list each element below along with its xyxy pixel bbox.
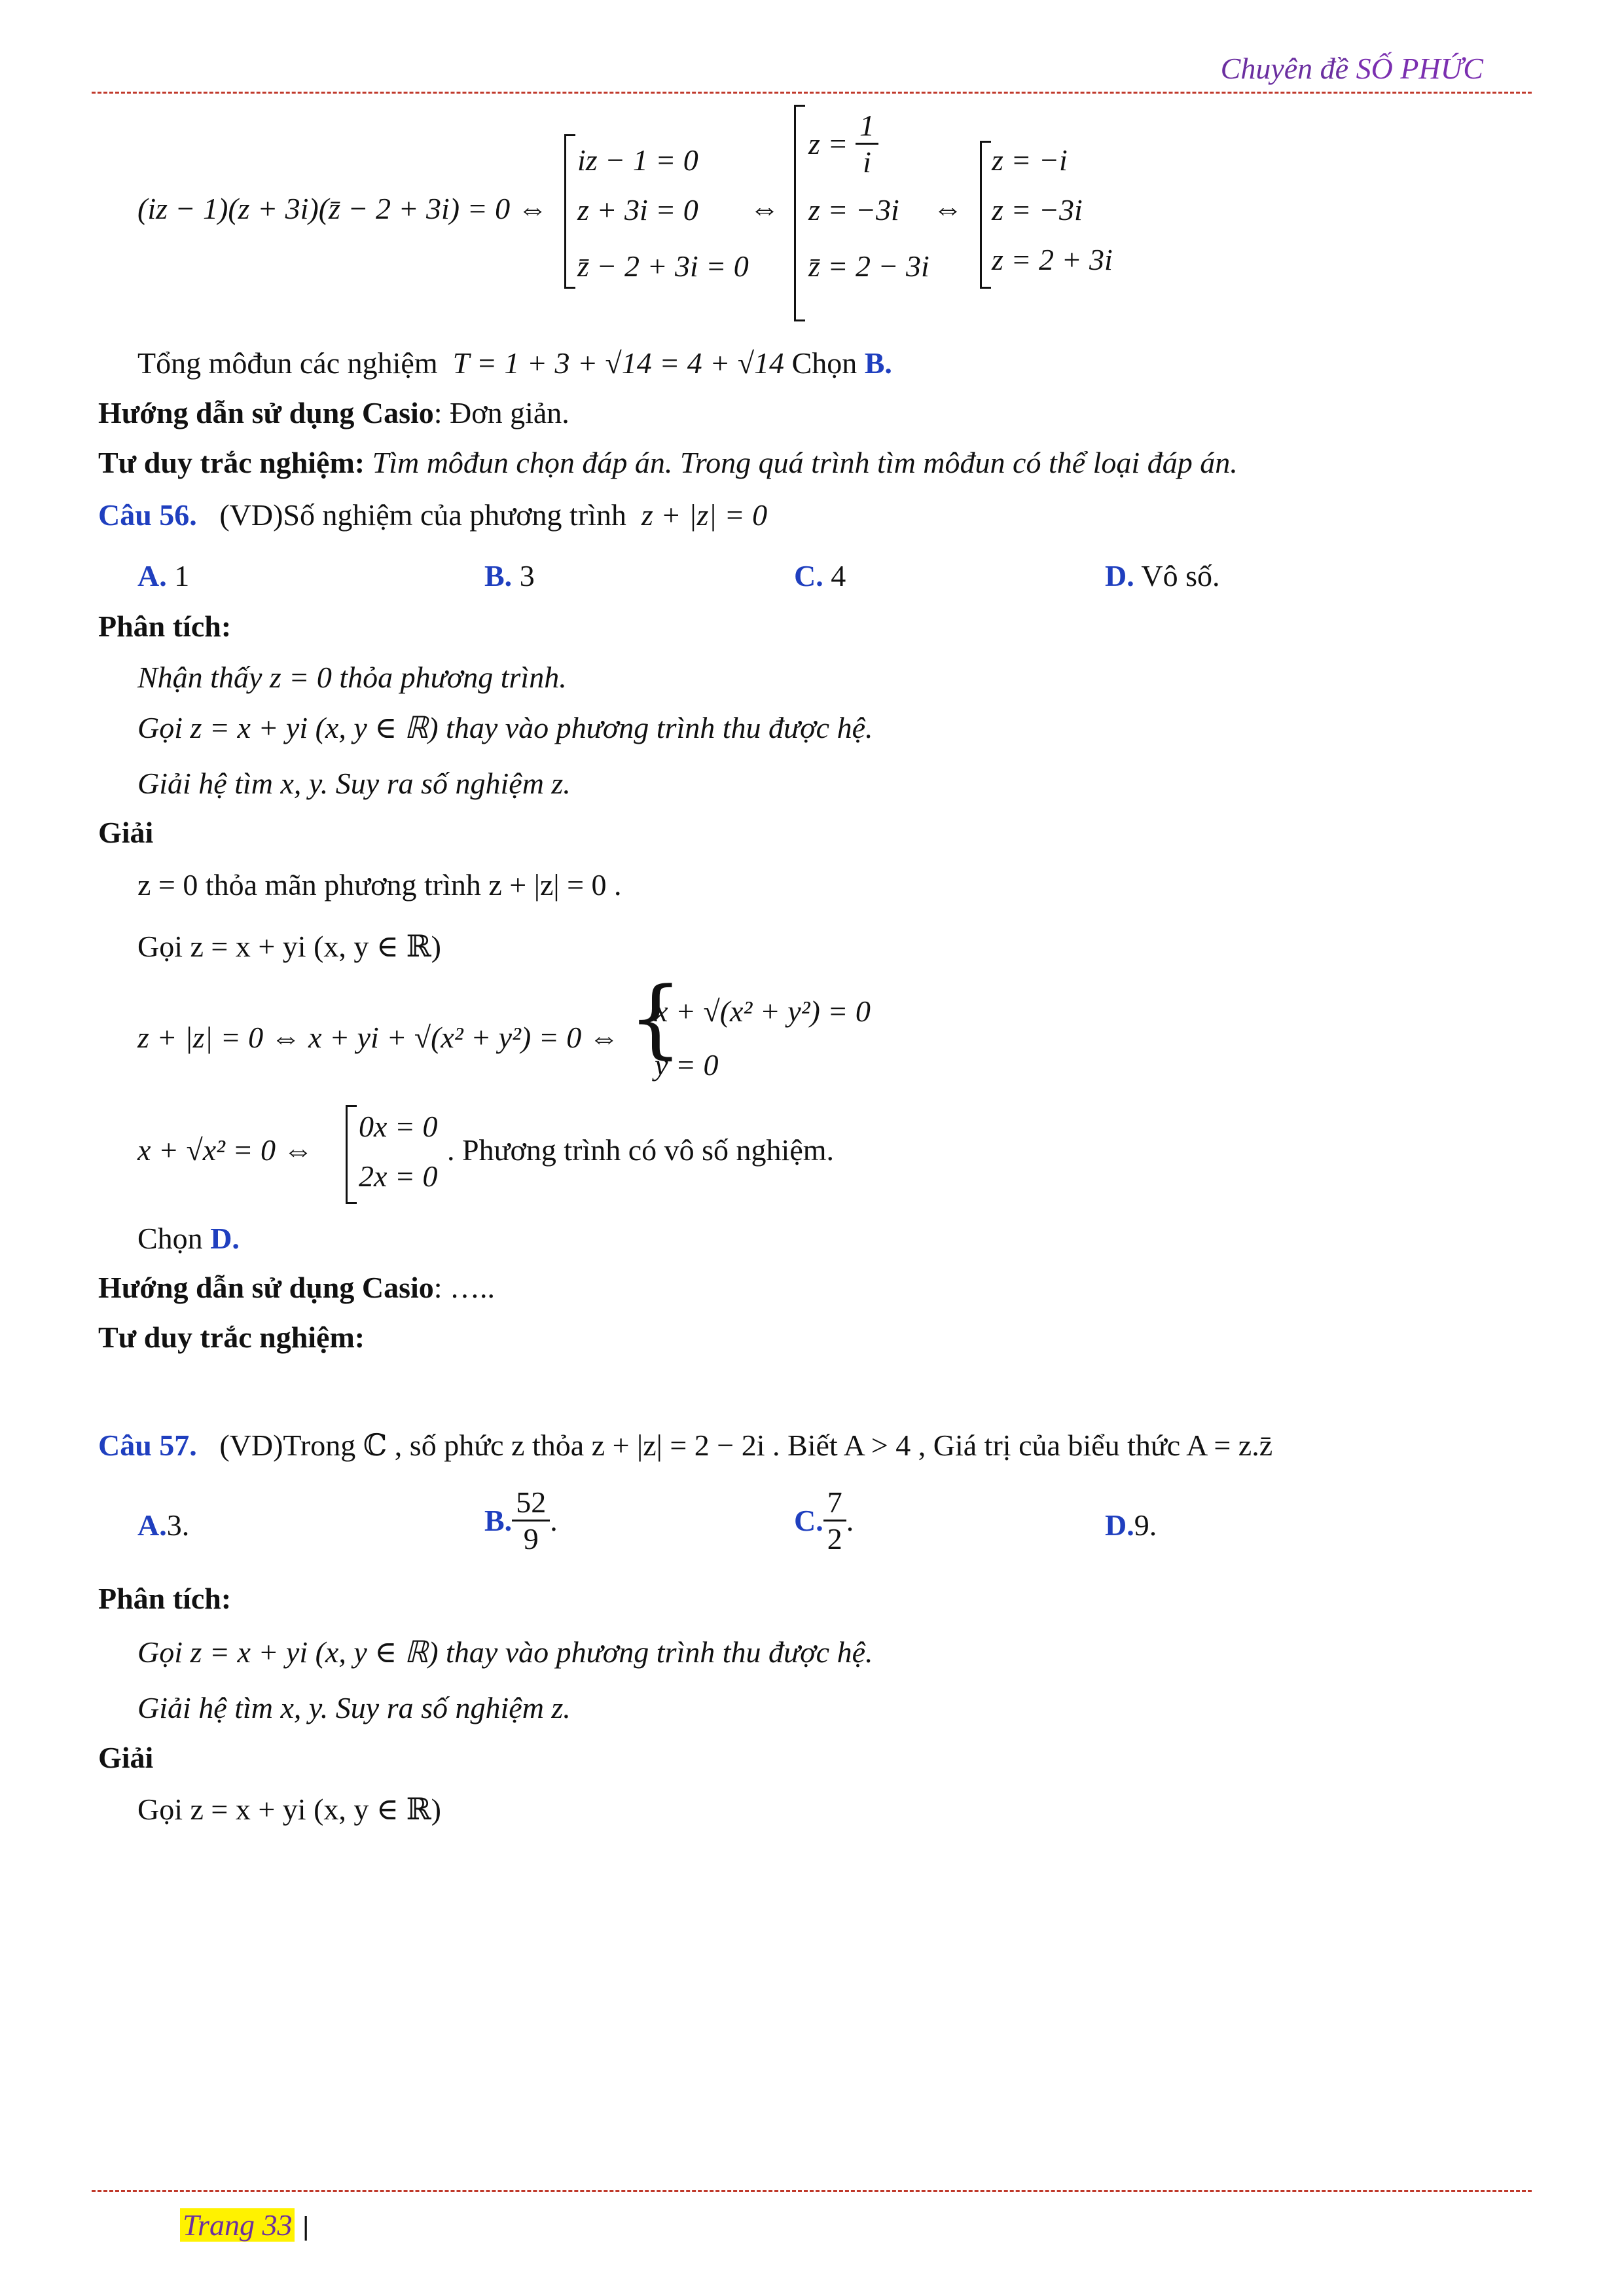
question-57-text: (VD)Trong ℂ , số phức z thỏa z + |z| = 2 − 2i . Biết A > 4 , Giá trị của biểu thức A = z.z̄ (219, 1429, 1273, 1462)
fraction-numerator: 1 (856, 108, 878, 145)
casio-guide-1-label: Hướng dẫn sử dụng Casio (98, 396, 434, 429)
iff-symbol-1: ⇔ (749, 192, 780, 225)
q56-option-c-value: 4 (831, 559, 846, 592)
quiz-thinking-1-label: Tư duy trắc nghiệm: (98, 446, 365, 479)
quiz-thinking-1-value: Tìm môđun chọn đáp án. Trong quá trình tìm môđun có thể loại đáp án. (372, 446, 1238, 479)
sum-line-text: Tổng môđun các nghiệm (137, 346, 438, 380)
q57-option-d-key: D. (1105, 1508, 1134, 1542)
q56-solution-line-4-rhs: . Phương trình có vô số nghiệm. (447, 1133, 835, 1167)
sum-line-answer: B. (864, 346, 892, 380)
q57-option-a-key: A. (137, 1508, 167, 1542)
q56-option-a[interactable] (137, 558, 189, 593)
casio-guide-2-label: Hướng dẫn sử dụng Casio (98, 1271, 434, 1304)
q56-option-b[interactable] (484, 558, 535, 593)
q57-option-c-fraction (823, 1485, 846, 1556)
q56-option-b-key: B. (484, 559, 513, 592)
q56-system-2-line-1: 0x = 0 (359, 1110, 438, 1143)
system-1-line-2: z + 3i = 0 (577, 193, 698, 227)
q56-option-c-key: C. (794, 559, 823, 592)
q57-option-b-numerator: 52 (512, 1485, 550, 1522)
q56-system-1-line-1: x + √(x² + y²) = 0 (655, 994, 871, 1028)
q57-option-c-numerator: 7 (823, 1485, 846, 1522)
system-1-line-1: iz − 1 = 0 (577, 143, 698, 177)
casio-guide-1 (98, 395, 569, 430)
q57-option-b-tail: . (550, 1504, 558, 1537)
q56-option-d-value: Vô số. (1141, 559, 1220, 592)
header-divider (92, 92, 1532, 94)
header-topic-prefix: Chuyên đề (1220, 52, 1349, 85)
q57-analysis-line-1: Gọi z = x + yi (x, y ∈ ℝ) thay vào phương trình thu được hệ. (137, 1635, 873, 1669)
iff-symbol-2: ⇔ (933, 192, 963, 225)
system-bracket-3 (980, 141, 991, 289)
system-bracket-1 (564, 134, 575, 289)
q56-solution-line-4-lhs: x + √x² = 0 ⇔ (137, 1133, 314, 1167)
q56-solution-line-1: z = 0 thỏa mãn phương trình z + |z| = 0 . (137, 868, 622, 902)
casio-guide-1-value: : Đơn giản. (433, 396, 569, 429)
question-56-text: (VD)Số nghiệm của phương trình (219, 498, 626, 532)
q56-choose-text: Chọn (137, 1222, 203, 1255)
q57-option-b[interactable] (484, 1485, 558, 1556)
q56-system-1-line-2: y = 0 (655, 1048, 719, 1082)
casio-guide-2 (98, 1270, 495, 1305)
q56-option-d[interactable] (1105, 558, 1220, 593)
system-bracket-2 (794, 105, 805, 321)
q56-analysis-heading-text: Phân tích (98, 610, 221, 643)
q56-analysis-heading: Phân tích: (98, 610, 232, 643)
q57-option-b-fraction (512, 1485, 550, 1556)
q56-system-2-line-2: 2x = 0 (359, 1159, 438, 1193)
quiz-thinking-1 (98, 445, 1238, 480)
header-topic (1221, 51, 1483, 86)
q57-option-c-denominator: 2 (827, 1522, 842, 1556)
q56-system-bracket-2 (346, 1105, 357, 1204)
question-56-label: Câu 56. (98, 498, 197, 532)
sum-line-formula: T = 1 + 3 + √14 = 4 + √14 (452, 346, 785, 380)
q56-solution-heading: Giải (98, 816, 154, 849)
q56-system-brace-1: { (628, 968, 683, 1068)
q56-option-d-key: D. (1105, 559, 1134, 592)
system-2-line-2: z = −3i (808, 193, 899, 227)
q57-solution-line-1: Gọi z = x + yi (x, y ∈ ℝ) (137, 1793, 441, 1826)
q57-option-a-value: 3. (166, 1508, 190, 1542)
q56-analysis-line-3: Giải hệ tìm x, y. Suy ra số nghiệm z. (137, 767, 571, 800)
q56-option-b-value: 3 (519, 559, 535, 592)
sum-line-choose: Chọn (791, 346, 857, 380)
question-57-label: Câu 57. (98, 1429, 197, 1462)
system-2-line-3: z̄ = 2 − 3i (808, 249, 929, 283)
question-56-equation: z + |z| = 0 (641, 498, 768, 532)
q56-option-c[interactable] (794, 558, 846, 593)
q57-option-a[interactable] (137, 1508, 189, 1542)
q57-option-b-denominator: 9 (523, 1522, 539, 1556)
q57-option-c[interactable] (794, 1485, 854, 1556)
question-57 (98, 1427, 1272, 1463)
q57-option-b-key: B. (484, 1504, 513, 1537)
casio-guide-2-value: : ….. (433, 1271, 496, 1304)
q56-analysis-line-2: Gọi z = x + yi (x, y ∈ ℝ) thay vào phương trình thu được hệ. (137, 711, 873, 744)
footer-divider (92, 2190, 1532, 2192)
system-1-line-3: z̄ − 2 + 3i = 0 (577, 249, 749, 283)
q56-choose (137, 1221, 240, 1256)
q57-option-c-key: C. (794, 1504, 823, 1537)
top-equation-lhs: (iz − 1)(z + 3i)(z̄ − 2 + 3i) = 0 ⇔ (137, 192, 548, 225)
system-2-line-1 (808, 108, 878, 179)
q56-analysis-line-1: Nhận thấy z = 0 thỏa phương trình. (137, 661, 567, 694)
q56-option-a-value: 1 (174, 559, 190, 592)
system-3-line-3: z = 2 + 3i (992, 243, 1113, 276)
fraction-1-over-i (856, 108, 878, 179)
q57-analysis-heading-text: Phân tích (98, 1582, 221, 1615)
footer-separator: | (302, 2212, 310, 2241)
sum-line (137, 346, 892, 380)
q57-option-d[interactable] (1105, 1508, 1157, 1542)
fraction-denominator: i (863, 145, 871, 179)
footer-page-label: Trang 33 (180, 2208, 295, 2242)
q57-analysis-line-2: Giải hệ tìm x, y. Suy ra số nghiệm z. (137, 1691, 571, 1724)
footer-page (180, 2208, 309, 2242)
q57-solution-heading: Giải (98, 1741, 154, 1774)
system-3-line-2: z = −3i (992, 193, 1083, 227)
q56-solution-line-3-lhs: z + |z| = 0 ⇔ x + yi + √(x² + y²) = 0 ⇔ (137, 1021, 619, 1054)
quiz-thinking-2-label: Tư duy trắc nghiệm: (98, 1321, 365, 1354)
q57-option-d-value: 9. (1134, 1508, 1157, 1542)
q57-option-c-tail: . (846, 1504, 854, 1537)
q56-solution-line-2: Gọi z = x + yi (x, y ∈ ℝ) (137, 930, 441, 963)
header-topic-name: SỐ PHỨC (1356, 52, 1483, 85)
system-3-line-1: z = −i (992, 143, 1068, 177)
question-56 (98, 498, 767, 532)
q57-analysis-heading: Phân tích: (98, 1582, 232, 1615)
system-2-line-1-lhs: z = (808, 127, 848, 160)
q56-option-a-key: A. (137, 559, 167, 592)
q56-choose-answer: D. (210, 1222, 240, 1255)
